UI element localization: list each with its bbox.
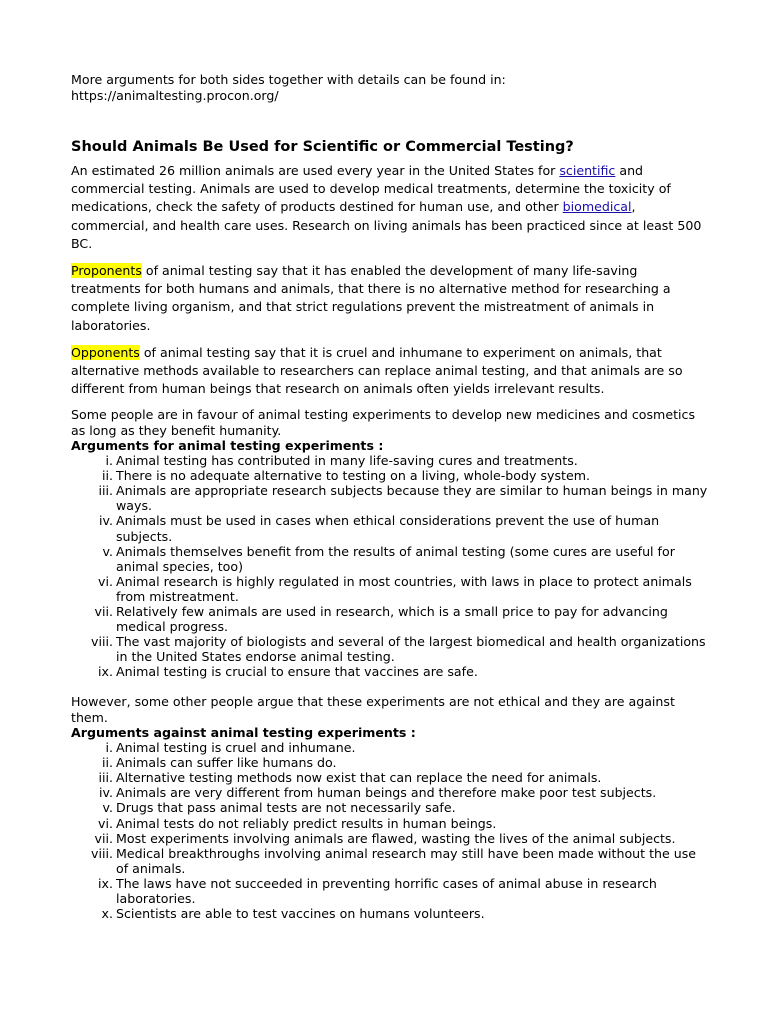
list-item bbox=[71, 740, 708, 755]
list-item-text: The vast majority of biologists and several of the largest biomedical and health organizations in the United States endorse animal testing. bbox=[116, 634, 706, 665]
list-item bbox=[71, 468, 708, 483]
list-item-text: Animal tests do not reliably predict results in human beings. bbox=[116, 815, 497, 831]
list-item-text: Animals must be used in cases when ethical considerations prevent the use of human subjects. bbox=[116, 513, 660, 544]
list-item-text: Drugs that pass animal tests are not necessarily safe. bbox=[116, 800, 456, 816]
list-item-text: Animals themselves benefit from the results of animal testing (some cures are useful for animal species, too) bbox=[116, 543, 675, 574]
list-item-number: iv. bbox=[99, 785, 113, 801]
list-item bbox=[71, 831, 708, 846]
list-item-number: vii. bbox=[94, 830, 113, 846]
list-item-text: Animal testing is crucial to ensure that vaccines are safe. bbox=[116, 664, 478, 680]
list-item-number: vi. bbox=[98, 815, 113, 831]
list-item bbox=[71, 846, 708, 876]
list-item-text: Scientists are able to test vaccines on humans volunteers. bbox=[116, 906, 485, 922]
link-scientific[interactable]: scientific bbox=[559, 163, 616, 178]
arguments-for-title: Arguments for animal testing experiments : bbox=[71, 437, 384, 453]
link-biomedical[interactable]: biomedical bbox=[562, 199, 632, 215]
list-item-text: Animal research is highly regulated in most countries, with laws in place to protect animals from mistreatment. bbox=[116, 573, 692, 604]
arguments-against-title: Arguments against animal testing experiments : bbox=[71, 724, 416, 740]
list-item bbox=[71, 785, 708, 800]
list-item-number: viii. bbox=[91, 845, 113, 861]
list-item bbox=[71, 544, 708, 574]
list-item-number: iii. bbox=[98, 483, 113, 499]
list-item bbox=[71, 755, 708, 770]
highlight-proponents: Proponents bbox=[71, 263, 142, 279]
list-item-number: vii. bbox=[94, 603, 113, 619]
paragraph-favour: Some people are in favour of animal testing experiments to develop new medicines and cosmetics as long as they benefit humanity. bbox=[71, 407, 695, 438]
list-item bbox=[71, 906, 708, 921]
paragraph-overview: An estimated 26 million animals are used every year in the United States for scientific and commercial testing. Animals are used to develop medical treatments, determine the toxicity of medications, check the safety of products destined for human use, and other biomedical, commercial, and health care uses. Research on living animals has been practiced since at least 500 BC. bbox=[71, 163, 702, 251]
list-item-number: iv. bbox=[99, 513, 113, 529]
list-item-text: Alternative testing methods now exist that can replace the need for animals. bbox=[116, 770, 602, 786]
list-item bbox=[71, 634, 708, 664]
list-item bbox=[71, 513, 708, 543]
list-item-text: Animal testing is cruel and inhumane. bbox=[116, 740, 356, 756]
list-item-text: The laws have not succeeded in preventing horrific cases of animal abuse in research laboratories. bbox=[116, 875, 657, 906]
list-item-number: v. bbox=[102, 543, 113, 559]
list-item bbox=[71, 770, 708, 785]
list-item-text: Animals are appropriate research subjects because they are similar to human beings in many ways. bbox=[116, 483, 708, 514]
list-item-text: Medical breakthroughs involving animal research may still have been made without the use of animals. bbox=[116, 845, 697, 876]
list-item bbox=[71, 574, 708, 604]
list-item bbox=[71, 483, 708, 513]
list-item bbox=[71, 664, 708, 679]
list-item-number: i. bbox=[105, 453, 113, 469]
spacer bbox=[71, 679, 708, 694]
list-item-number: vi. bbox=[98, 573, 113, 589]
list-item-number: iii. bbox=[98, 770, 113, 786]
list-item bbox=[71, 604, 708, 634]
list-item-text: Most experiments involving animals are flawed, wasting the lives of the animal subjects. bbox=[116, 830, 676, 846]
list-item bbox=[71, 453, 708, 468]
list-item-text: Animals are very different from human beings and therefore make poor test subjects. bbox=[116, 785, 657, 801]
page-heading: Should Animals Be Used for Scientific or Commercial Testing? bbox=[71, 139, 574, 155]
list-item-number: i. bbox=[105, 740, 113, 756]
intro-text: More arguments for both sides together with details can be found in: bbox=[71, 72, 506, 87]
arguments-against-list bbox=[71, 740, 708, 921]
arguments-for-list bbox=[71, 453, 708, 679]
list-item-number: ix. bbox=[98, 664, 113, 680]
list-item-text: Animals can suffer like humans do. bbox=[116, 755, 337, 771]
list-item-number: x. bbox=[101, 906, 113, 922]
list-item-text: Relatively few animals are used in research, which is a small price to pay for advancing medical progress. bbox=[116, 603, 668, 635]
list-item-number: v. bbox=[102, 800, 113, 816]
list-item bbox=[71, 876, 708, 906]
highlight-opponents: Opponents bbox=[71, 344, 140, 360]
list-item bbox=[71, 816, 708, 831]
paragraph-opponents: Opponents of animal testing say that it is cruel and inhumane to experiment on animals, that alternative methods available to researchers can replace animal testing, and that animals are so different from human beings that research on animals often yields irrelevant results. bbox=[71, 344, 683, 397]
list-item bbox=[71, 800, 708, 815]
source-url[interactable]: https://animaltesting.procon.org/ bbox=[71, 88, 279, 103]
list-item-number: ii. bbox=[101, 468, 113, 484]
paragraph-proponents: Proponents of animal testing say that it has enabled the development of many life-saving treatments for both humans and animals, that there is no alternative method for researching a complete living organism, and that strict regulations prevent the mistreatment of animals in laboratories. bbox=[71, 263, 671, 333]
paragraph-against: However, some other people argue that these experiments are not ethical and they are against them. bbox=[71, 694, 675, 725]
list-item-number: ii. bbox=[101, 755, 113, 771]
list-item-number: viii. bbox=[91, 634, 113, 650]
list-item-text: Animal testing has contributed in many life-saving cures and treatments. bbox=[116, 453, 578, 469]
list-item-number: ix. bbox=[98, 875, 113, 891]
list-item-text: There is no adequate alternative to testing on a living, whole-body system. bbox=[116, 468, 590, 484]
